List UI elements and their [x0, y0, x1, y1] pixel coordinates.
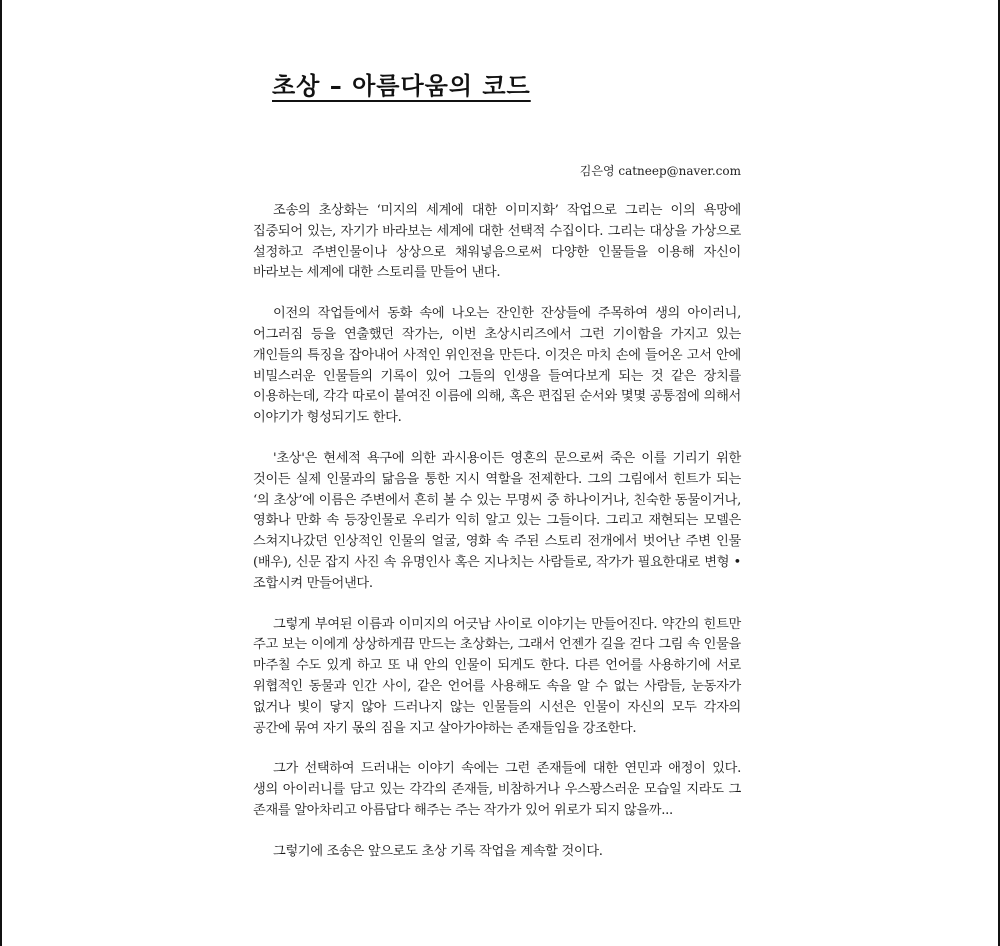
paragraph-3: '초상'은 현세적 욕구에 의한 과시용이든 영혼의 문으로써 죽은 이를 기리기 위한 것이든 실제 인물과의 닮음을 통한 지시 역할을 전제한다. 그의 그림에서 힌트가 되는 ‘의 초상’에 이름은 주변에서 흔히 볼 수 있는 무명씨 중 하나이거나, 친숙한 동물이거나, 영화나 만화 속 등장인물로 우리가 익히 알고 있는 그들이다. 그리고 재현되는 모델은 스쳐지나갔던 인상적인 인물의 얼굴, 영화 속 주된 스토리 전개에서 벗어난 주변 인물(배우), 신문 잡지 사진 속 유명인사 혹은 지나치는 사람들로, 작가가 필요한대로 변형 • 조합시켜 만들어낸다. [253, 450, 741, 591]
document-title: 초상 – 아름다움의 코드 [272, 72, 531, 100]
document-body [253, 201, 741, 883]
paragraph-2: 이전의 작업들에서 동화 속에 나오는 잔인한 잔상들에 주목하여 생의 아이러니, 어그러짐 등을 연출했던 작가는, 이번 초상시리즈에서 그런 기이함을 가지고 있는 개인들의 특징을 잡아내어 사적인 위인전을 만든다. 이것은 마치 손에 들어온 고서 안에 비밀스러운 인물들의 기록이 있어 그들의 인생을 들여다보게 되는 것 같은 장치를 이용하는데, 각각 따로이 붙여진 이름에 의해, 혹은 편집된 순서와 몇몇 공통점에 의해서 이야기가 형성되기도 한다. [253, 306, 741, 426]
paragraph-5: 그가 선택하여 드러내는 이야기 속에는 그런 존재들에 대한 연민과 애정이 있다. 생의 아이러니를 담고 있는 각각의 존재들, 비참하거나 우스꽝스러운 모습일 지라도 그 존재를 알아차리고 아름답다 해주는 주는 작가가 있어 위로가 되지 않을까... [253, 761, 741, 818]
paragraph-1: 조송의 초상화는 ‘미지의 세계에 대한 이미지화’ 작업으로 그리는 이의 욕망에 집중되어 있는, 자기가 바라보는 세계에 대한 선택적 수집이다. 그리는 대상을 가상으로 설정하고 주변인물이나 상상으로 채워넣음으로써 다양한 인물들을 이용해 자신이 바라보는 세계에 대한 스토리를 만들어 낸다. [253, 203, 741, 281]
paragraph-6: 그렇기에 조송은 앞으로도 초상 기록 작업을 계속할 것이다. [273, 843, 603, 859]
paragraph-4: 그렇게 부여된 이름과 이미지의 어긋남 사이로 이야기는 만들어진다. 약간의 힌트만 주고 보는 이에게 상상하게끔 만드는 초상화는, 그래서 언젠가 길을 걷다 그림 속 인물을 마주칠 수도 있게 하고 또 내 안의 인물이 되게도 한다. 다른 언어를 사용하기에 서로 위협적인 동물과 인간 사이, 같은 언어를 사용해도 속을 알 수 없는 사람들, 눈동자가 없거나 빛이 닿지 않아 드러나지 않는 인물들의 시선은 인물이 자신의 모두 각자의 공간에 묶여 자기 몫의 짐을 지고 살아가야하는 존재들임을 강조한다. [253, 616, 741, 736]
author-byline: 김은영 catneep@naver.com [579, 164, 741, 178]
